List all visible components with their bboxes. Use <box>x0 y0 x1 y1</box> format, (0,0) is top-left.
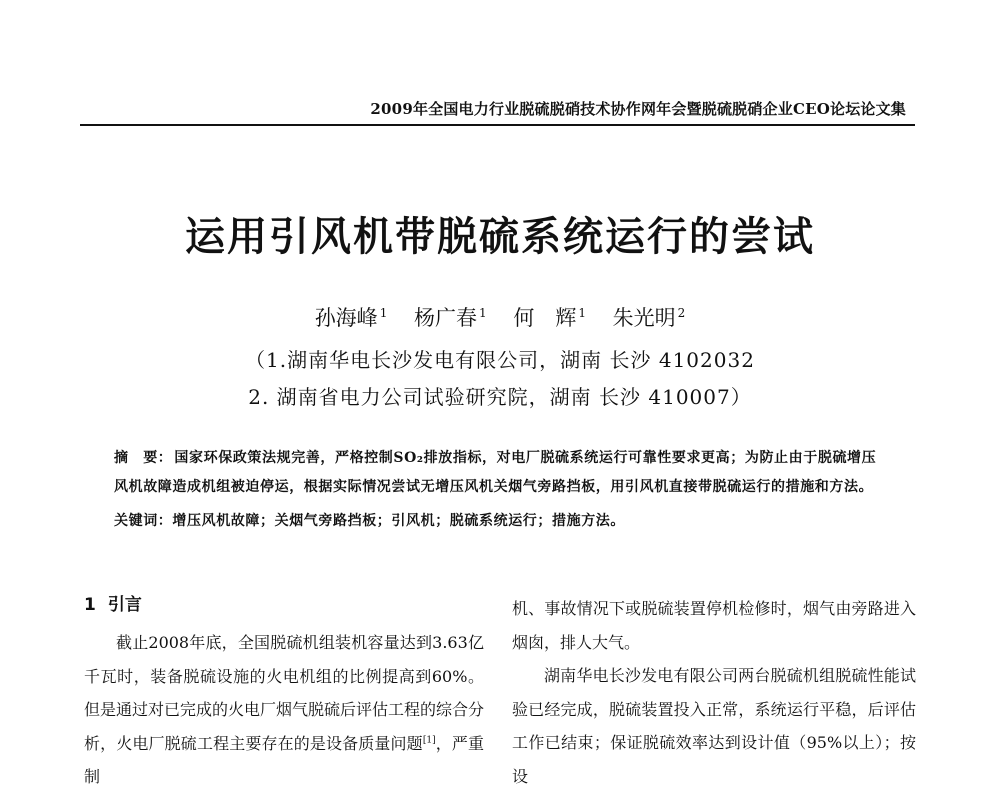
paragraph-text: ，严重制 <box>84 733 484 786</box>
abstract <box>114 444 884 502</box>
author-affiliation-mark: 1 <box>578 306 586 320</box>
abstract-text: 国家环保政策法规完善，严格控制SO₂排放指标，对电厂脱硫系统运行可靠性要求更高；为防止由于脱硫增压风机故障造成机组被迫停运，根据实际情况尝试无增压风机关烟气旁路挡板，用引风机直接带脱硫运行的措施和方法。 <box>114 450 877 495</box>
abstract-label: 摘 要： <box>114 450 173 466</box>
keywords-text: 增压风机故障；关烟气旁路挡板；引风机；脱硫系统运行；措施方法。 <box>172 513 626 529</box>
author-name: 朱光明 <box>612 306 676 330</box>
affiliation: （1.湖南华电长沙发电有限公司，湖南 长沙 4102032 <box>245 348 755 372</box>
paragraph-text: 截止2008年底，全国脱硫机组装机容量达到3.63亿千瓦时，装备脱硫设施的火电机组的比例提高到60%。但是通过对已完成的火电厂烟气脱硫后评估工程的综合分析，火电厂脱硫工程主要存在的是设备质量问题 <box>84 633 485 753</box>
author-name: 杨广春 <box>414 306 478 330</box>
header-rule <box>80 124 915 126</box>
paper-title: 运用引风机带脱硫系统运行的尝试 <box>185 214 815 260</box>
body-paragraph <box>84 626 484 794</box>
section-number: 1 <box>84 595 96 615</box>
author-list <box>0 302 1000 332</box>
author <box>513 302 586 332</box>
author <box>613 302 686 332</box>
body-paragraph: 湖南华电长沙发电有限公司两台脱硫机组脱硫性能试验已经完成，脱硫装置投入正常，系统运行平稳，后评估工作已结束；保证脱硫效率达到设计值（95%以上）；按设 <box>512 666 916 786</box>
body-column-left <box>84 592 484 794</box>
author <box>315 302 388 332</box>
author-name: 孙海峰 <box>314 306 378 330</box>
keywords <box>114 510 884 530</box>
body-column-right <box>512 592 916 793</box>
citation-ref: [1] <box>422 735 436 746</box>
section-heading <box>84 592 484 618</box>
author-affiliation-mark: 1 <box>379 306 388 320</box>
affiliation: 2. 湖南省电力公司试验研究院，湖南 长沙 410007） <box>248 385 752 409</box>
author-name: 何 辉 <box>513 306 577 330</box>
author-affiliation-mark: 1 <box>479 306 487 320</box>
running-header: 2009年全国电力行业脱硫脱硝技术协作网年会暨脱硫脱硝企业CEO论坛论文集 <box>370 100 906 118</box>
section-title: 引言 <box>107 595 142 615</box>
keywords-label: 关键词： <box>114 513 173 529</box>
body-paragraph: 机、事故情况下或脱硫装置停机检修时，烟气由旁路进入烟囱，排人大气。 <box>512 599 916 652</box>
author-affiliation-mark: 2 <box>677 306 686 320</box>
author <box>414 302 487 332</box>
